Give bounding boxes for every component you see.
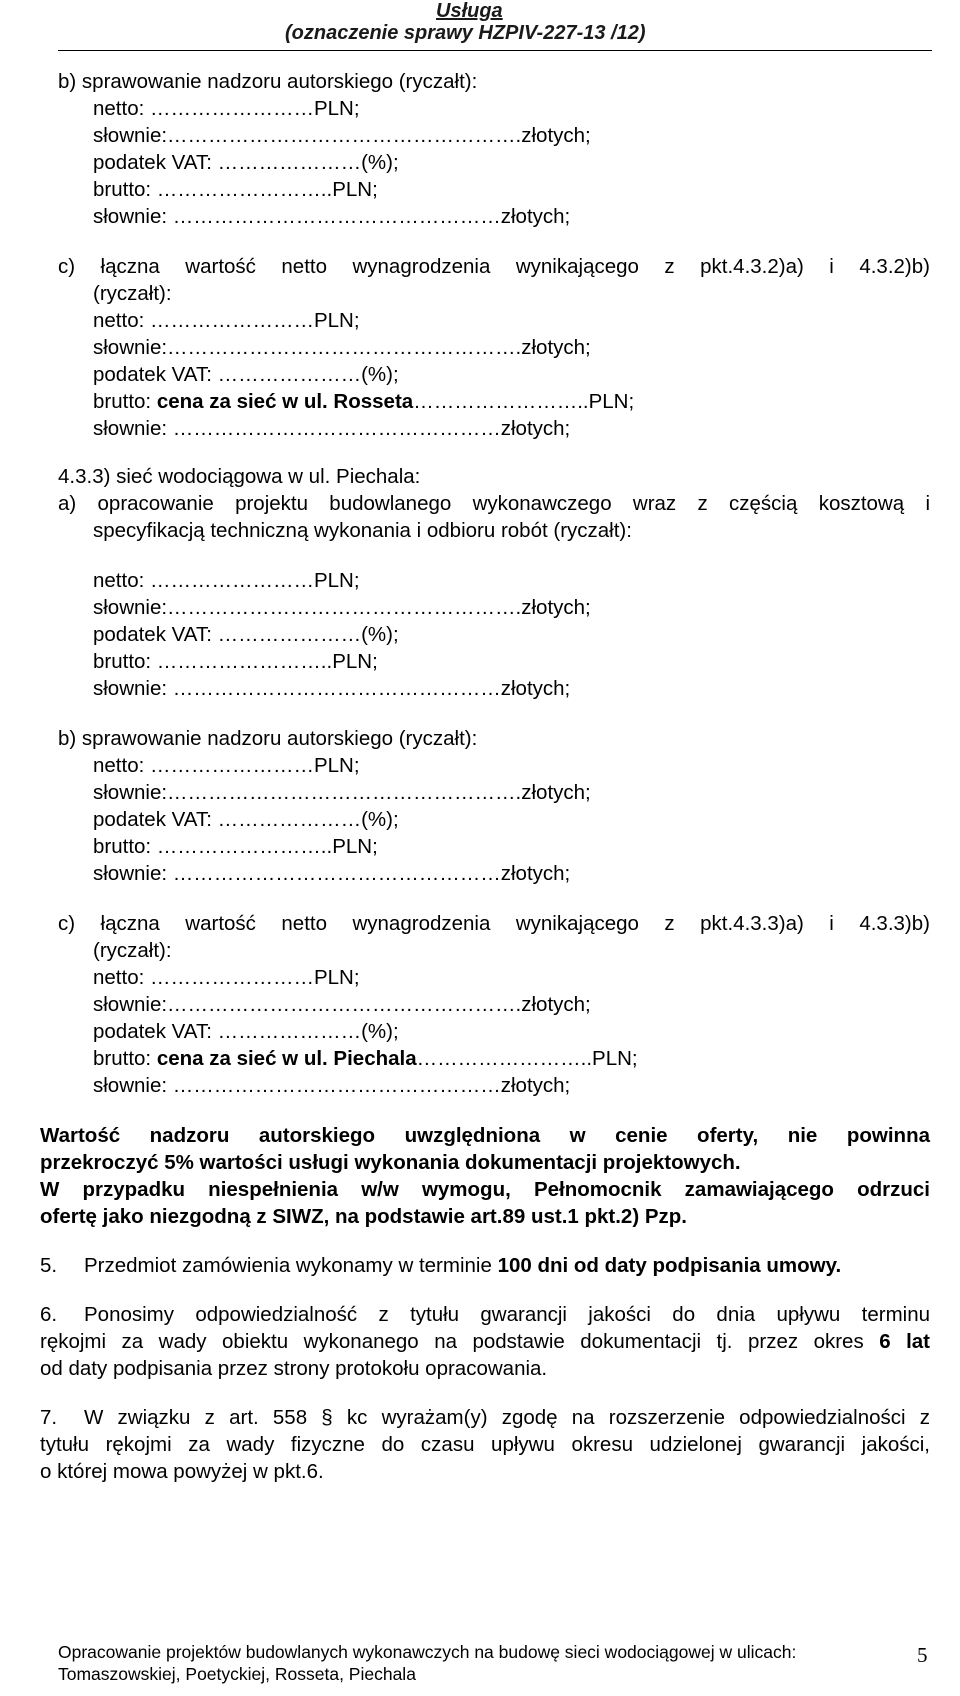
brutto-dots: ……………………..PLN; <box>413 390 635 413</box>
item-6-line-2-plain: rękojmi za wady obiektu wykonanego na podstawie dokumentacji tj. przez okres <box>40 1330 880 1353</box>
item-7-number: 7. <box>40 1406 58 1429</box>
brutto-bold-text: cena za sieć w ul. Rosseta <box>156 390 414 413</box>
notice-line-1: Wartość nadzoru autorskiego uwzględniona w cenie oferty, nie powinna <box>40 1124 930 1147</box>
brutto-dots: ……………………..PLN; <box>416 1047 638 1070</box>
header-title: Usługa <box>436 0 503 22</box>
brutto-bold-text: cena za sieć w ul. Piechala <box>156 1047 417 1070</box>
section-433-heading: 4.3.3) sieć wodociągowa w ul. Piechala: <box>58 465 421 488</box>
section-433-a-line2: specyfikacją techniczną wykonania i odbioru robót (ryczałt): <box>93 519 632 542</box>
item-5-bold: 100 dni od daty podpisania umowy. <box>497 1254 842 1277</box>
item-5-number: 5. <box>40 1254 58 1277</box>
item-7-line-2: tytułu rękojmi za wady fizyczne do czasu upływu okresu udzielonej gwarancji jakości, <box>40 1433 930 1456</box>
header-case-ref: (oznaczenie sprawy HZPIV-227-13 /12) <box>285 22 646 44</box>
item-7-line-1: W związku z art. 558 § kc wyrażam(y) zgodę na rozszerzenie odpowiedzialności z <box>84 1406 930 1429</box>
section-c1-vat: podatek VAT: …………………(%); <box>93 363 399 386</box>
section-c1-slownie: słownie:…………………………………………….złotych; <box>93 336 591 359</box>
item-6-line-1: Ponosimy odpowiedzialność z tytułu gwarancji jakości do dnia upływu terminu <box>84 1303 930 1326</box>
section-c1-brutto <box>93 388 634 415</box>
section-b2-heading: b) sprawowanie nadzoru autorskiego (ryczałt): <box>58 727 478 750</box>
section-c1-netto: netto: ……………………PLN; <box>93 309 360 332</box>
brutto-label: brutto: <box>93 1047 157 1070</box>
item-6-number: 6. <box>40 1303 58 1326</box>
section-c2-slownie-brutto: słownie: …………………………………………złotych; <box>93 1074 571 1097</box>
item-6-line-3: od daty podpisania przez strony protokołu opracowania. <box>40 1357 548 1380</box>
section-b2-brutto: brutto: ……………………..PLN; <box>93 835 378 858</box>
section-b1-slownie: słownie:…………………………………………….złotych; <box>93 124 591 147</box>
section-c2-brutto <box>93 1045 638 1072</box>
section-c2-heading-cont: (ryczałt): <box>93 939 172 962</box>
section-c2-slownie: słownie:…………………………………………….złotych; <box>93 993 591 1016</box>
notice-line-3: W przypadku niespełnienia w/w wymogu, Pełnomocnik zamawiającego odrzuci <box>40 1178 930 1201</box>
section-c1-heading-cont: (ryczałt): <box>93 282 172 305</box>
brutto-label: brutto: <box>93 390 157 413</box>
section-b1-vat: podatek VAT: …………………(%); <box>93 151 399 174</box>
section-c2-vat: podatek VAT: …………………(%); <box>93 1020 399 1043</box>
section-b1-netto: netto: ……………………PLN; <box>93 97 360 120</box>
section-b2-netto: netto: ……………………PLN; <box>93 754 360 777</box>
section-b1-brutto: brutto: ……………………..PLN; <box>93 178 378 201</box>
section-433-slownie: słownie:…………………………………………….złotych; <box>93 596 591 619</box>
item-5-text <box>84 1252 841 1279</box>
section-b2-slownie: słownie:…………………………………………….złotych; <box>93 781 591 804</box>
section-b2-vat: podatek VAT: …………………(%); <box>93 808 399 831</box>
item-7-line-3: o której mowa powyżej w pkt.6. <box>40 1460 324 1483</box>
item-6-line-2-bold: 6 lat <box>879 1330 930 1353</box>
page-number: 5 <box>917 1643 928 1667</box>
section-c2-netto: netto: ……………………PLN; <box>93 966 360 989</box>
section-c1-heading: c) łączna wartość netto wynagrodzenia wynikającego z pkt.4.3.2)a) i 4.3.2)b) <box>58 255 930 278</box>
section-433-vat: podatek VAT: …………………(%); <box>93 623 399 646</box>
notice-line-4: ofertę jako niezgodną z SIWZ, na podstawie art.89 ust.1 pkt.2) Pzp. <box>40 1205 688 1228</box>
section-433-netto: netto: ……………………PLN; <box>93 569 360 592</box>
notice-line-2: przekroczyć 5% wartości usługi wykonania dokumentacji projektowych. <box>40 1151 741 1174</box>
section-433-slownie-brutto: słownie: …………………………………………złotych; <box>93 677 571 700</box>
section-433-a-line1: a) opracowanie projektu budowlanego wykonawczego wraz z częścią kosztową i <box>58 492 930 515</box>
section-433-brutto: brutto: ……………………..PLN; <box>93 650 378 673</box>
section-c2-heading: c) łączna wartość netto wynagrodzenia wynikającego z pkt.4.3.3)a) i 4.3.3)b) <box>58 912 930 935</box>
section-b1-heading: b) sprawowanie nadzoru autorskiego (ryczałt): <box>58 70 478 93</box>
section-b2-slownie-brutto: słownie: …………………………………………złotych; <box>93 862 571 885</box>
item-6-line-2 <box>40 1328 930 1355</box>
footer-line-1: Opracowanie projektów budowlanych wykonawczych na budowę sieci wodociągowej w ulicach: <box>58 1642 797 1662</box>
section-b1-slownie-brutto: słownie: …………………………………………złotych; <box>93 205 571 228</box>
header-rule <box>58 50 932 51</box>
footer-line-2: Tomaszowskiej, Poetyckiej, Rosseta, Piechala <box>58 1664 416 1684</box>
section-c1-slownie-brutto: słownie: …………………………………………złotych; <box>93 417 571 440</box>
item-5-plain: Przedmiot zamówienia wykonamy w terminie <box>84 1254 498 1277</box>
